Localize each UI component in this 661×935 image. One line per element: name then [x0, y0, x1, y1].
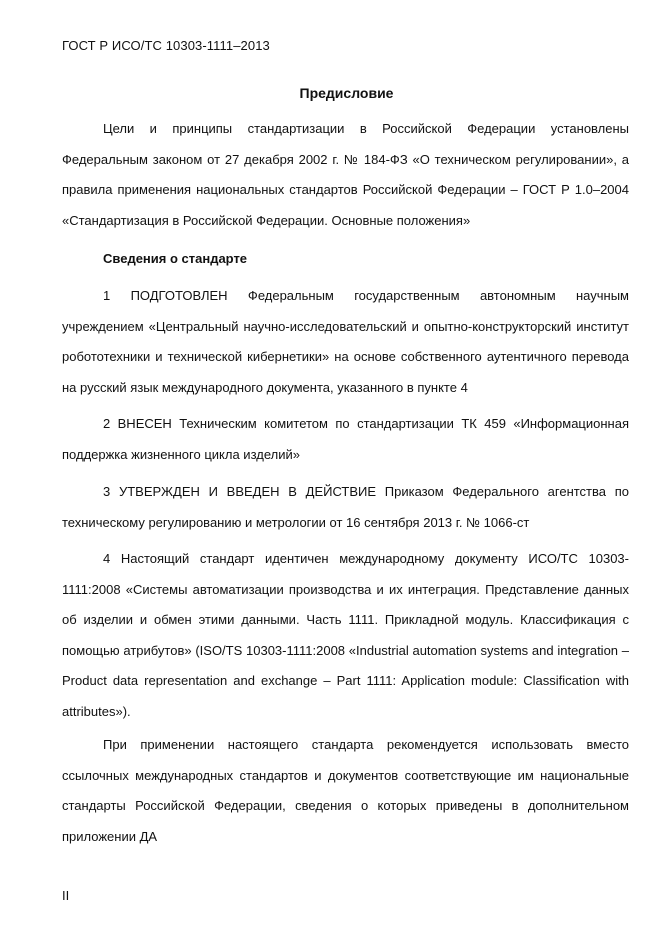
page-number: II: [62, 888, 70, 903]
info-item-3: [62, 477, 629, 538]
info-item-1: [62, 281, 629, 403]
info-item-text: Настоящий стандарт идентичен международному документу ИСО/ТС 10303-1111:2008 «Системы автоматизации производства и их интеграция. Представление данных об изделии и обмен этими данными. Часть 1111. Прикладной модуль. Классификация с помощью атрибутов» (ISO/TS 10303-1111:2008 «Industrial automation systems and integration – Product data representation and exchange – Part 1111: Application module: Classification with attributes»).: [62, 551, 629, 719]
info-item-text: Федеральным государственным автономным научным учреждением «Центральный научно-исследовательский и опытно-конструкторский институт робототехники и технической кибернетики» на основе собственного аутентичного перевода на русский язык международного документа, указанного в пункте 4: [62, 288, 629, 395]
info-item-label: 4: [103, 551, 111, 566]
info-item-label: 3 УТВЕРЖДЕН И ВВЕДЕН В ДЕЙСТВИЕ: [103, 484, 377, 499]
document-header-code: ГОСТ Р ИСО/ТС 10303-1111–2013: [62, 38, 270, 53]
info-item-label: 2 ВНЕСЕН: [103, 416, 172, 431]
intro-paragraph: Цели и принципы стандартизации в Российской Федерации установлены Федеральным законом от 27 декабря 2002 г. № 184-ФЗ «О техническом регулировании», а правила применения национальных стандартов Российской Федерации – ГОСТ Р 1.0–2004 «Стандартизация в Российской Федерации. Основные положения»: [62, 121, 629, 228]
closing-paragraph: При применении настоящего стандарта рекомендуется использовать вместо ссылочных международных стандартов и документов соответствующие им национальные стандарты Российской Федерации, сведения о которых приведены в дополнительном приложении ДА: [62, 737, 629, 844]
standard-info-heading: Сведения о стандарте: [103, 251, 248, 266]
info-item-label: 1 ПОДГОТОВЛЕН: [103, 288, 228, 303]
info-item-text: Техническим комитетом по стандартизации ТК 459 «Информационная поддержка жизненного цикла изделий»: [62, 416, 629, 462]
info-item-4: [62, 544, 629, 727]
info-item-text: Приказом Федерального агентства по техническому регулированию и метрологии от 16 сентября 2013 г. № 1066-ст: [62, 484, 629, 530]
info-item-2: [62, 409, 629, 470]
section-title: Предисловие: [299, 85, 394, 101]
